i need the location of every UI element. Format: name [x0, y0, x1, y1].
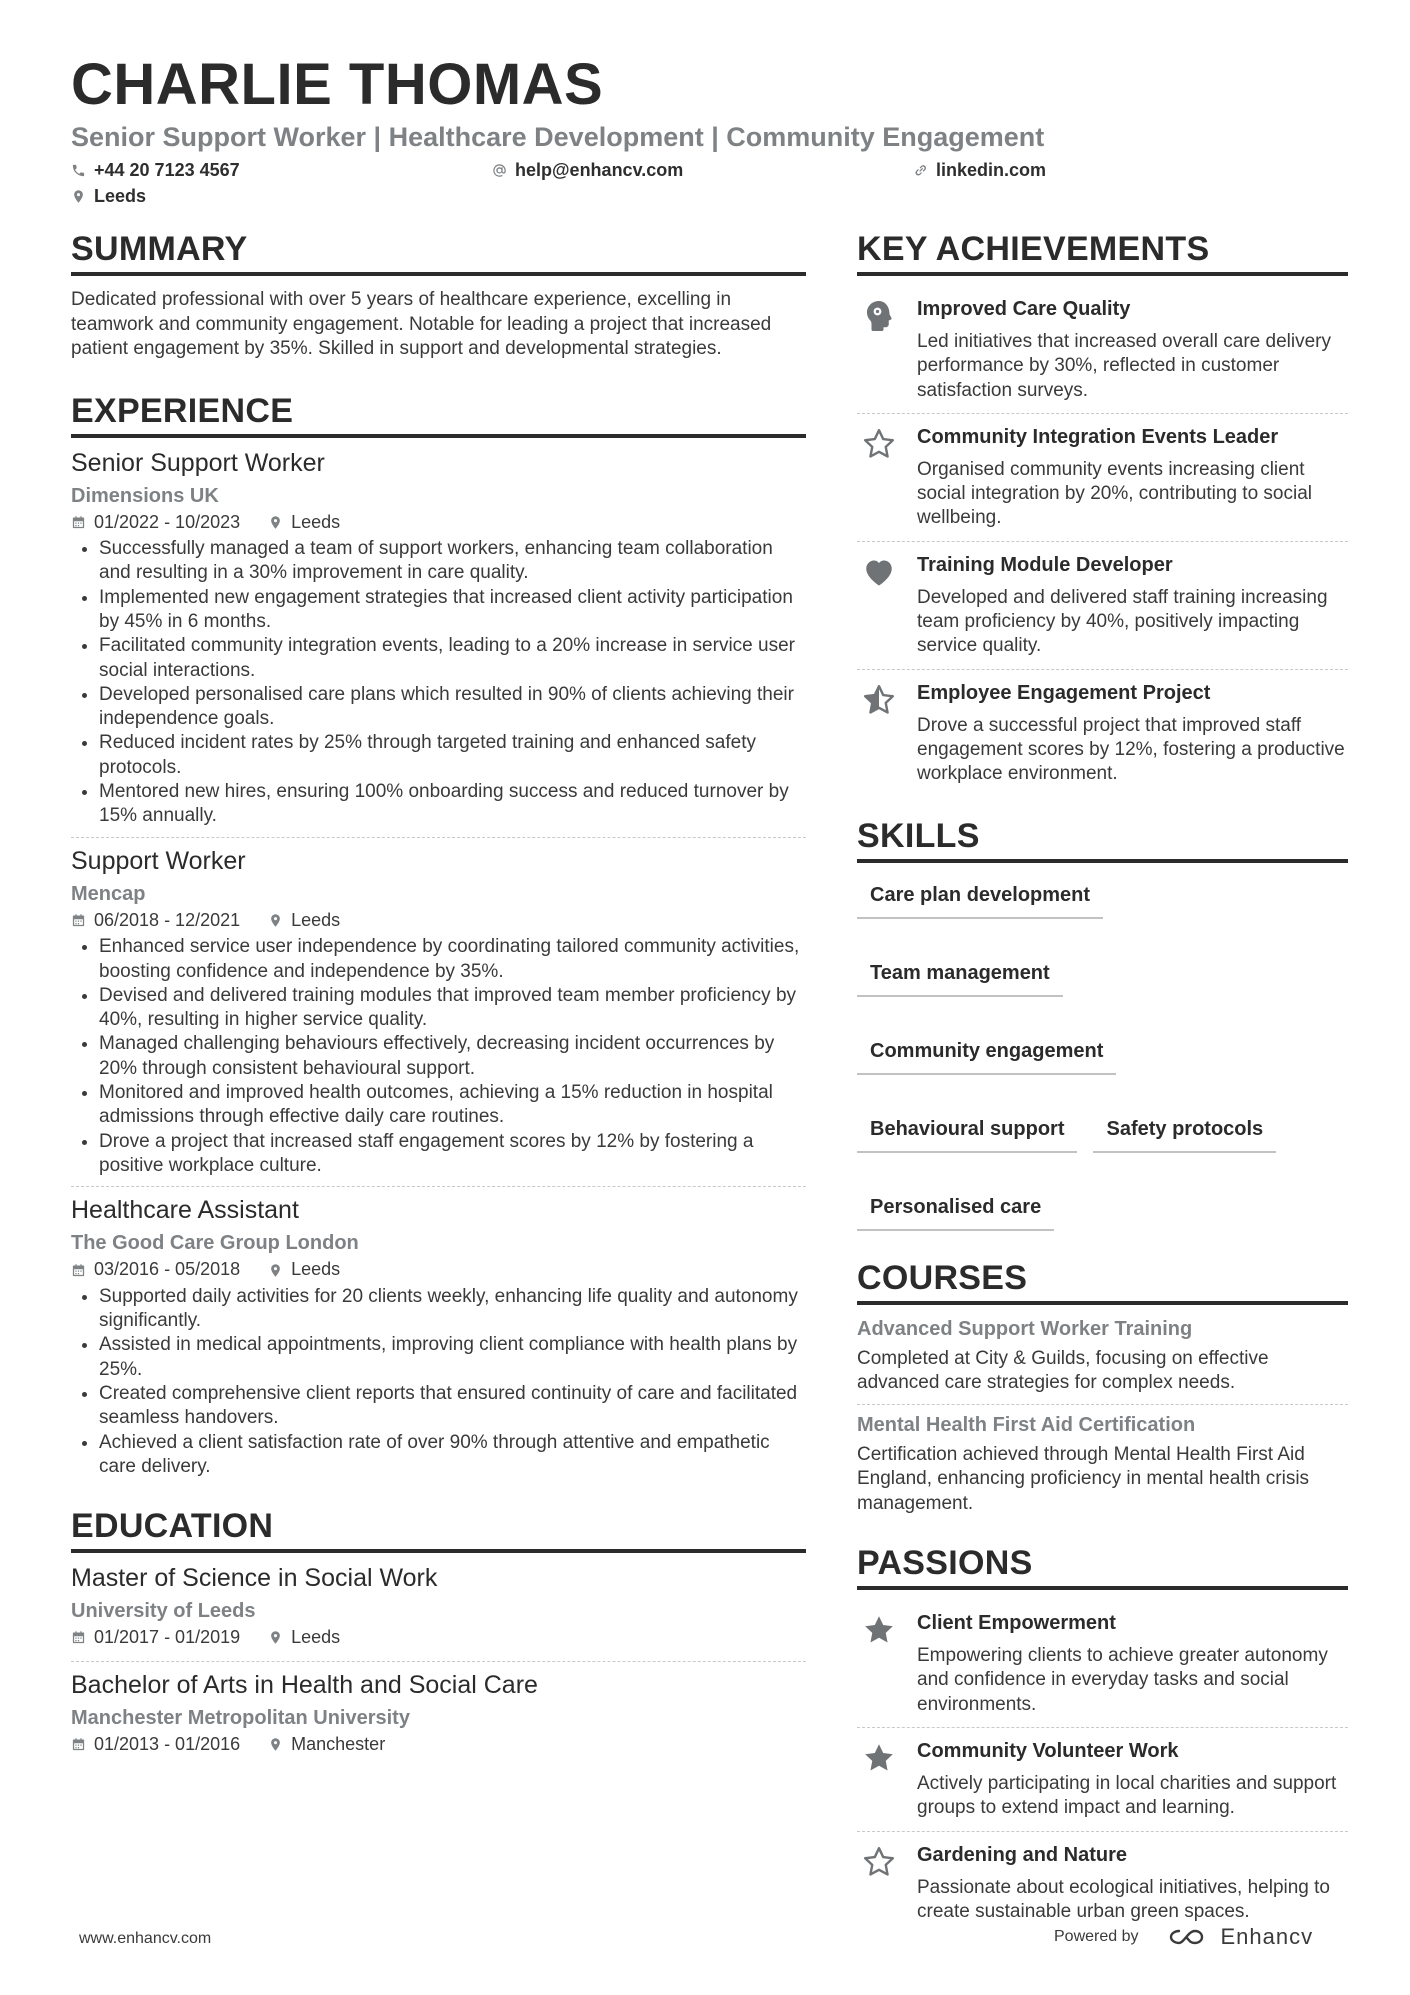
location-pin-icon — [268, 913, 283, 928]
achievement-desc: Led initiatives that increased overall care delivery performance by 30%, reflected in customer satisfaction surveys. — [917, 331, 1331, 401]
education-dates — [71, 1627, 240, 1649]
course-title: Advanced Support Worker Training — [857, 1317, 1193, 1340]
job-title: Support Worker — [71, 846, 246, 875]
job-bullet: • Drove a project that increased staff engagement scores by 12% by fostering a positive workplace culture. — [99, 1130, 806, 1179]
job-location-text: Leeds — [291, 1259, 341, 1280]
link-icon — [913, 163, 928, 178]
courses-section — [857, 1258, 1348, 1525]
summary-section — [71, 232, 806, 362]
summary-text: Dedicated professional with over 5 years of healthcare experience, excelling in teamwork and community engagement. Notable for leading a project that increased patient engagement by 35%. Skilled in support and developmental strategies. — [71, 289, 772, 359]
job-dates — [71, 512, 240, 534]
passion-desc: Empowering clients to achieve greater autonomy and confidence in everyday tasks and social environments. — [917, 1645, 1328, 1715]
skill-tag: Community engagement — [857, 1033, 1116, 1075]
education-dates-text: 01/2013 - 01/2016 — [94, 1733, 241, 1754]
skill-tag: Safety protocols — [1093, 1111, 1276, 1153]
calendar-icon — [71, 1630, 86, 1645]
calendar-icon — [71, 1737, 86, 1752]
education-meta — [71, 1627, 806, 1649]
job-bullet: • Devised and delivered training modules that improved team member proficiency by 40%, resulting in higher service quality. — [99, 984, 806, 1033]
job-entry — [71, 448, 806, 838]
passion-title: Client Empowerment — [917, 1612, 1116, 1635]
achievements-section — [857, 232, 1348, 797]
job-bullet: • Mentored new hires, ensuring 100% onboarding success and reduced turnover by 15% annually. — [99, 780, 806, 829]
course-desc: Completed at City & Guilds, focusing on effective advanced care strategies for complex needs. — [857, 1347, 1269, 1394]
education-dates-text: 01/2017 - 01/2019 — [94, 1627, 241, 1648]
footer-powered — [1054, 1924, 1313, 1950]
passion-item — [857, 1600, 1348, 1728]
achievement-title: Training Module Developer — [917, 553, 1173, 576]
education-heading: EDUCATION — [71, 1509, 806, 1553]
degree-title: Bachelor of Arts in Health and Social Care — [71, 1670, 538, 1699]
job-dates — [71, 1259, 240, 1281]
job-bullet: • Developed personalised care plans which resulted in 90% of clients achieving their independence goals. — [99, 683, 806, 732]
skill-tag: Behavioural support — [857, 1111, 1077, 1153]
job-location-text: Leeds — [291, 511, 341, 532]
degree-title: Master of Science in Social Work — [71, 1564, 438, 1593]
passion-item — [857, 1832, 1348, 1935]
education-location — [268, 1627, 340, 1649]
job-bullet: • Assisted in medical appointments, improving client compliance with health plans by 25%. — [99, 1333, 806, 1382]
job-entry — [71, 1195, 806, 1487]
experience-section — [71, 391, 806, 1488]
footer-website[interactable]: www.enhancv.com — [79, 1930, 212, 1947]
skills-heading: SKILLS — [857, 819, 1348, 863]
education-location-text: Manchester — [291, 1733, 386, 1754]
job-entry — [71, 846, 806, 1188]
job-dates — [71, 910, 240, 932]
candidate-subtitle: Senior Support Worker | Healthcare Development | Community Engagement — [71, 122, 1045, 152]
job-dates-text: 03/2016 - 05/2018 — [94, 1259, 241, 1280]
job-bullet: • Managed challenging behaviours effectively, decreasing incident occurrences by 20% through consistent behavioural support. — [99, 1032, 806, 1081]
job-location-text: Leeds — [291, 909, 341, 930]
phone-text: +44 20 7123 4567 — [94, 160, 240, 180]
location-text: Leeds — [94, 186, 147, 206]
skill-tag: Care plan development — [857, 877, 1103, 919]
job-meta — [71, 910, 806, 932]
star-outline-icon — [857, 1842, 901, 1925]
achievement-desc: Organised community events increasing client social integration by 20%, contributing to social wellbeing. — [917, 458, 1313, 529]
achievement-desc: Developed and delivered staff training increasing team proficiency by 40%, positively impacting service quality. — [917, 586, 1328, 657]
education-meta — [71, 1734, 806, 1756]
experience-heading: EXPERIENCE — [71, 394, 806, 438]
passion-desc: Passionate about ecological initiatives, helping to create sustainable urban green spaces. — [917, 1876, 1330, 1922]
education-section — [71, 1509, 806, 1767]
job-bullet: • Facilitated community integration events, leading to a 20% increase in service user social interactions. — [99, 634, 806, 683]
courses-heading: COURSES — [857, 1261, 1348, 1305]
passions-section — [857, 1546, 1348, 1934]
job-title: Healthcare Assistant — [71, 1196, 299, 1225]
job-bullet: • Monitored and improved health outcomes, achieving a 15% reduction in hospital admissions through effective daily care routines. — [99, 1081, 806, 1130]
job-bullets — [71, 935, 806, 1178]
enhancv-brand-text: Enhancv — [1220, 1924, 1314, 1949]
job-bullet: • Successfully managed a team of support workers, enhancing team collaboration and resulting in a 30% improvement in care quality. — [99, 537, 806, 586]
education-location — [268, 1734, 385, 1756]
head-icon — [857, 296, 901, 403]
right-column — [857, 232, 1348, 1934]
education-entry — [71, 1563, 806, 1662]
job-bullet: • Created comprehensive client reports that ensured continuity of care and facilitated seamless handovers. — [99, 1382, 806, 1431]
achievement-title: Employee Engagement Project — [917, 681, 1211, 704]
job-bullet: • Implemented new engagement strategies that increased client activity participation by 45% in 6 months. — [99, 586, 806, 635]
job-bullet: • Enhanced service user independence by coordinating tailored community activities, boosting confidence and independence by 35%. — [99, 935, 806, 984]
achievement-desc: Drove a successful project that improved staff engagement scores by 12%, fostering a productive workplace environment. — [917, 714, 1345, 785]
education-entry — [71, 1670, 806, 1768]
calendar-icon — [71, 913, 86, 928]
at-icon — [492, 163, 507, 178]
job-title: Senior Support Worker — [71, 448, 325, 477]
job-dates-text: 06/2018 - 12/2021 — [94, 909, 241, 930]
star-half-icon — [857, 680, 901, 787]
calendar-icon — [71, 515, 86, 530]
powered-by-text: Powered by — [1054, 1928, 1139, 1945]
achievement-title: Community Integration Events Leader — [917, 425, 1279, 448]
job-location — [268, 910, 340, 932]
skill-tag: Team management — [857, 955, 1063, 997]
contact-phone[interactable] — [71, 161, 240, 179]
star-filled-icon — [857, 1738, 901, 1821]
contact-linkedin[interactable] — [913, 161, 1046, 179]
education-location-text: Leeds — [291, 1627, 341, 1648]
achievement-title: Improved Care Quality — [917, 298, 1131, 320]
location-pin-icon — [268, 515, 283, 530]
calendar-icon — [71, 1263, 86, 1278]
achievement-item — [857, 286, 1348, 414]
left-column — [71, 232, 806, 1775]
location-pin-icon — [268, 1737, 283, 1752]
star-outline-icon — [857, 424, 901, 531]
achievements-heading: KEY ACHIEVEMENTS — [857, 232, 1348, 276]
job-company: Mencap — [71, 882, 146, 905]
job-company: The Good Care Group London — [71, 1232, 359, 1255]
phone-icon — [71, 163, 86, 178]
school-name: University of Leeds — [71, 1600, 256, 1623]
candidate-name: CHARLIE THOMAS — [71, 52, 604, 117]
skills-section — [857, 816, 1348, 1239]
skill-tag: Personalised care — [857, 1189, 1054, 1231]
email-text: help@enhancv.com — [515, 160, 684, 180]
job-bullets — [71, 1285, 806, 1479]
linkedin-text: linkedin.com — [936, 160, 1047, 180]
location-pin-icon — [268, 1263, 283, 1278]
course-desc: Certification achieved through Mental Health First Aid England, enhancing proficiency in mental health crisis management. — [857, 1443, 1310, 1514]
job-location — [268, 1259, 340, 1281]
job-bullet: • Reduced incident rates by 25% through targeted training and enhanced safety protocols. — [99, 731, 806, 780]
achievement-item — [857, 542, 1348, 670]
school-name: Manchester Metropolitan University — [71, 1706, 410, 1729]
education-dates — [71, 1734, 240, 1756]
contact-location — [71, 187, 146, 205]
job-meta — [71, 512, 806, 534]
course-title: Mental Health First Aid Certification — [857, 1413, 1196, 1436]
job-meta — [71, 1259, 806, 1281]
job-company: Dimensions UK — [71, 484, 219, 507]
passion-desc: Actively participating in local charities and support groups to extend impact and learning. — [917, 1772, 1337, 1819]
job-bullet: • Achieved a client satisfaction rate of over 90% through attentive and empathetic care delivery. — [99, 1431, 806, 1480]
heart-icon — [857, 552, 901, 659]
enhancv-logo[interactable] — [1165, 1924, 1314, 1950]
star-filled-icon — [857, 1610, 901, 1717]
job-location — [268, 512, 340, 534]
passions-heading: PASSIONS — [857, 1546, 1348, 1590]
achievement-item — [857, 414, 1348, 542]
passion-title: Gardening and Nature — [917, 1843, 1128, 1866]
location-pin-icon — [71, 189, 86, 204]
job-bullet: • Supported daily activities for 20 clients weekly, enhancing life quality and autonomy significantly. — [99, 1285, 806, 1334]
course-item — [857, 1315, 1348, 1405]
achievement-item — [857, 670, 1348, 797]
skills-list — [857, 873, 1348, 1239]
course-item — [857, 1411, 1348, 1525]
location-pin-icon — [268, 1630, 283, 1645]
job-bullets — [71, 537, 806, 829]
passion-item — [857, 1728, 1348, 1832]
enhancv-logo-icon — [1165, 1925, 1213, 1949]
job-dates-text: 01/2022 - 10/2023 — [94, 511, 241, 532]
summary-heading: SUMMARY — [71, 232, 806, 276]
contact-email[interactable] — [492, 161, 683, 179]
passion-title: Community Volunteer Work — [917, 1739, 1179, 1762]
